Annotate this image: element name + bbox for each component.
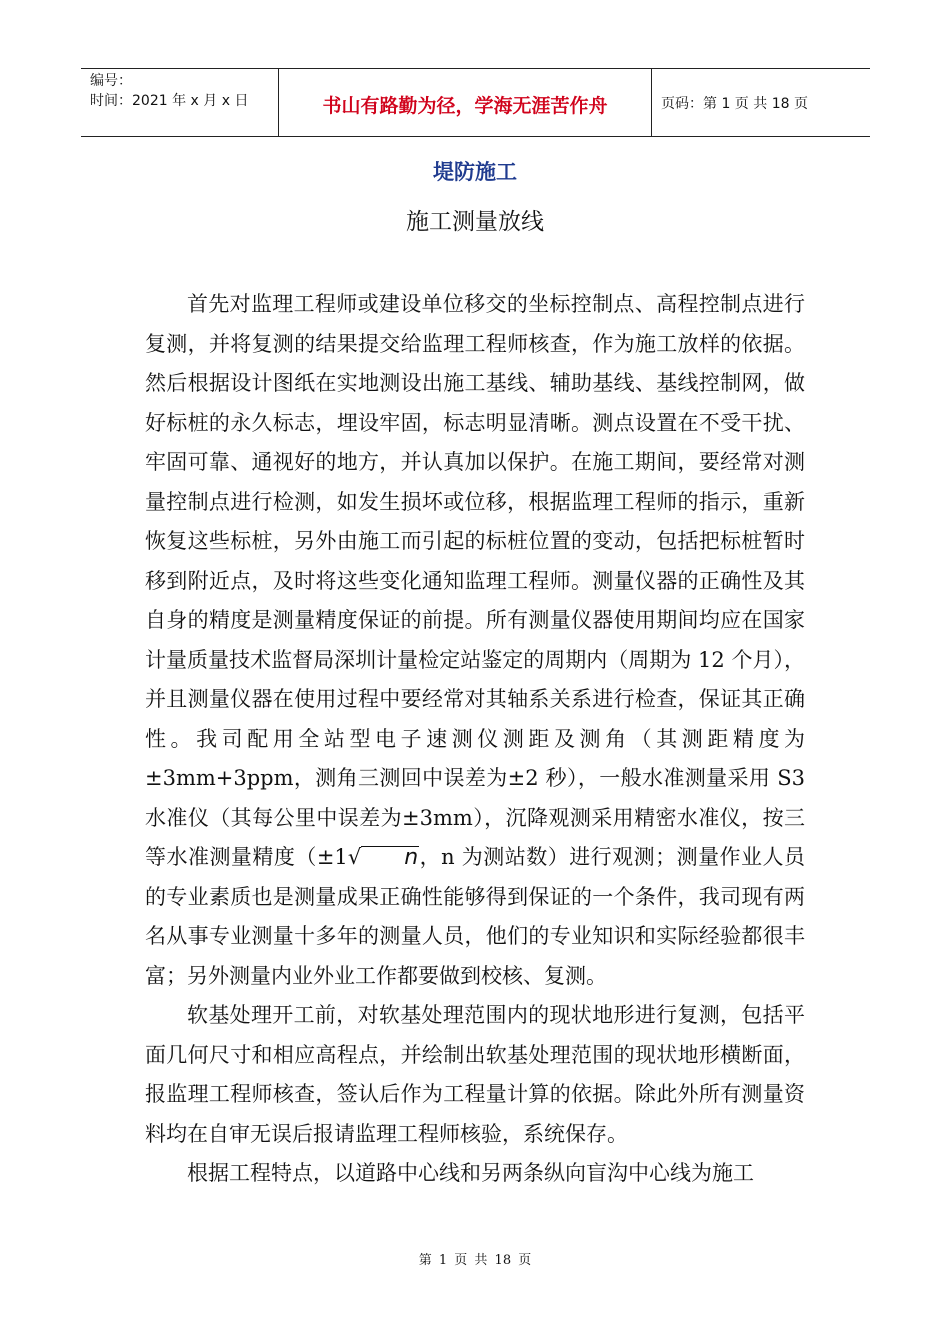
paragraph-1 xyxy=(145,285,805,996)
header-motto: 书山有路勤为径，学海无涯苦作舟 xyxy=(279,69,652,136)
document-body xyxy=(145,285,805,1194)
paragraph-1-text-a: 首先对监理工程师或建设单位移交的坐标控制点、高程控制点进行复测，并将复测的结果提交给监理工程师核查，作为施工放样的依据。然后根据设计图纸在实地测设出施工基线、辅助基线、基线控制网，做好标桩的永久标志，埋设牢固，标志明显清晰。测点设置在不受干扰、牢固可靠、通视好的地方，并认真加以保护。在施工期间，要经常对测量控制点进行检测，如发生损坏或位移，根据监理工程师的指示，重新恢复这些标桩，另外由施工而引起的标桩位置的变动，包括把标桩暂时移到附近点，及时将这些变化通知监理工程师。测量仪器的正确性及其自身的精度是测量精度保证的前提。所有测量仪器使用期间均应在国家计量质量技术监督局深圳计量检定站鉴定的周期内（周期为 12 个月），并且测量仪器在使用过程中要经常对其轴系关系进行检查，保证其正确性。我司配用全站型电子速测仪测距及测角（其测距精度为±3mm+3ppm，测角三测回中误差为±2 秒），一般水准测量采用 S3 水准仪（其每公里中误差为±3mm），沉降观测采用精密水准仪，按三等水准测量精度（±1 xyxy=(145,292,805,869)
header-page-info: 页码：第 1 页 共 18 页 xyxy=(661,96,808,112)
sqrt-symbol: √ xyxy=(347,845,362,869)
sqrt-variable: n xyxy=(361,846,419,869)
section-heading: 施工测量放线 xyxy=(406,209,544,235)
document-header xyxy=(81,68,870,137)
paragraph-2: 软基处理开工前，对软基处理范围内的现状地形进行复测，包括平面几何尺寸和相应高程点，并绘制出软基处理范围的现状地形横断面，报监理工程师核查，签认后作为工程量计算的依据。除此外所有测量资料均在自审无误后报请监理工程师核验，系统保存。 xyxy=(145,1003,805,1146)
page-footer: 第 1 页 共 18 页 xyxy=(418,1253,532,1268)
document-date: 时间：2021 年 x 月 x 日 xyxy=(90,93,249,109)
header-meta-cell xyxy=(81,69,279,136)
paragraph-3: 根据工程特点，以道路中心线和另两条纵向盲沟中心线为施工 xyxy=(187,1161,754,1185)
document-number-label: 编号： xyxy=(90,73,132,89)
paragraph-1-text-b: ，n 为测站数）进行观测；测量作业人员的专业素质也是测量成果正确性能够得到保证的一个条件，我司现有两名从事专业测量十多年的测量人员，他们的专业知识和实际经验都很丰富；另外测量内业外业工作都要做到校核、复测。 xyxy=(145,845,805,988)
document-title: 堤防施工 xyxy=(433,160,517,184)
